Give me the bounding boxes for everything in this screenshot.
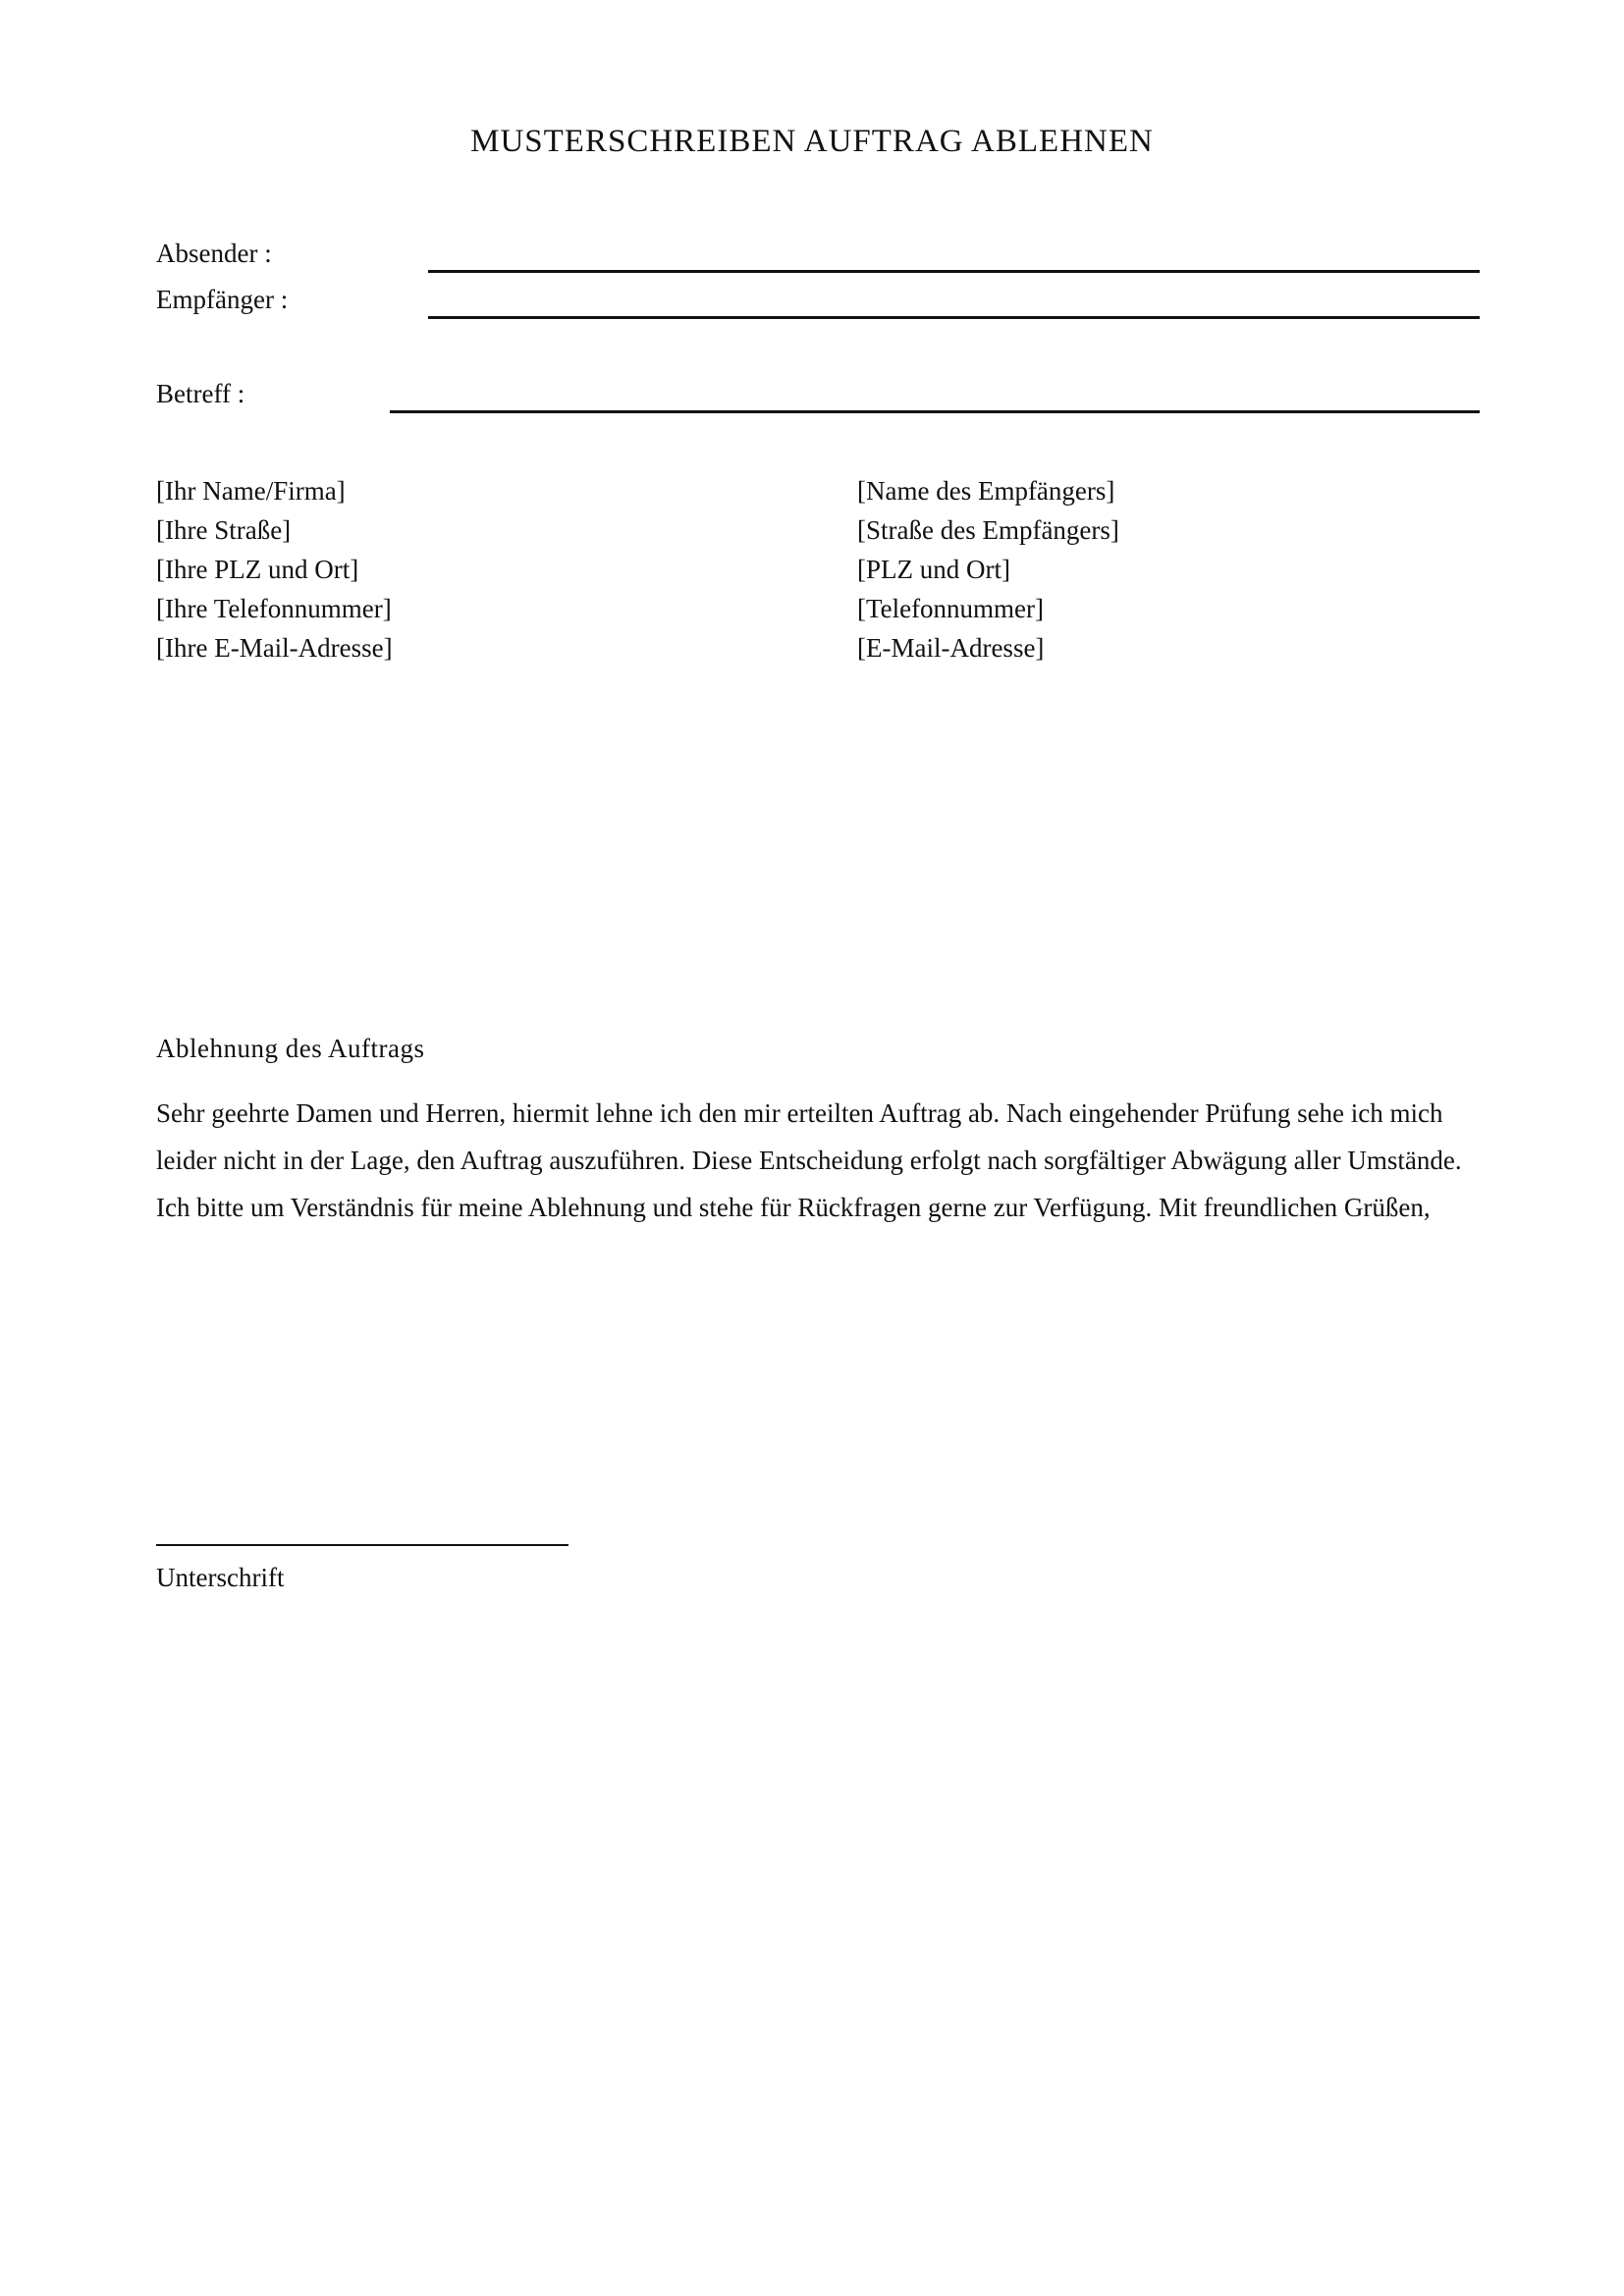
recipient-address-block: [857, 471, 1119, 667]
document-title: MUSTERSCHREIBEN AUFTRAG ABLEHNEN: [470, 124, 1154, 159]
sender-street: [Ihre Straße]: [156, 515, 292, 545]
subject-line: [390, 410, 1480, 413]
recipient-phone: [Telefonnummer]: [857, 594, 1045, 623]
recipient-line: [428, 316, 1480, 319]
sender-phone: [Ihre Telefonnummer]: [156, 594, 392, 623]
sender-email: [Ihre E-Mail-Adresse]: [156, 633, 393, 663]
recipient-email: [E-Mail-Adresse]: [857, 633, 1045, 663]
sender-name: [Ihr Name/Firma]: [156, 476, 346, 506]
subject-heading: Ablehnung des Auftrags: [156, 1034, 425, 1063]
sender-address-block: [156, 471, 393, 667]
sender-city: [Ihre PLZ und Ort]: [156, 555, 359, 584]
sender-line: [428, 270, 1480, 273]
subject-label: Betreff :: [156, 379, 245, 408]
letter-body: Sehr geehrte Damen und Herren, hiermit lehne ich den mir erteilten Auftrag ab. Nach eingehender Prüfung sehe ich mich leider nicht in der Lage, den Auftrag auszuführen. Diese Entscheidung erfolgt nach sorgfältiger Abwägung aller Umstände. Ich bitte um Verständnis für meine Ablehnung und stehe für Rückfragen gerne zur Verfügung. Mit freundlichen Grüßen,: [156, 1098, 1462, 1222]
recipient-street: [Straße des Empfängers]: [857, 515, 1119, 545]
signature-label: Unterschrift: [156, 1563, 285, 1592]
recipient-label: Empfänger :: [156, 285, 289, 314]
recipient-name: [Name des Empfängers]: [857, 476, 1115, 506]
sender-label: Absender :: [156, 239, 272, 268]
recipient-city: [PLZ und Ort]: [857, 555, 1010, 584]
signature-line: [156, 1544, 568, 1546]
